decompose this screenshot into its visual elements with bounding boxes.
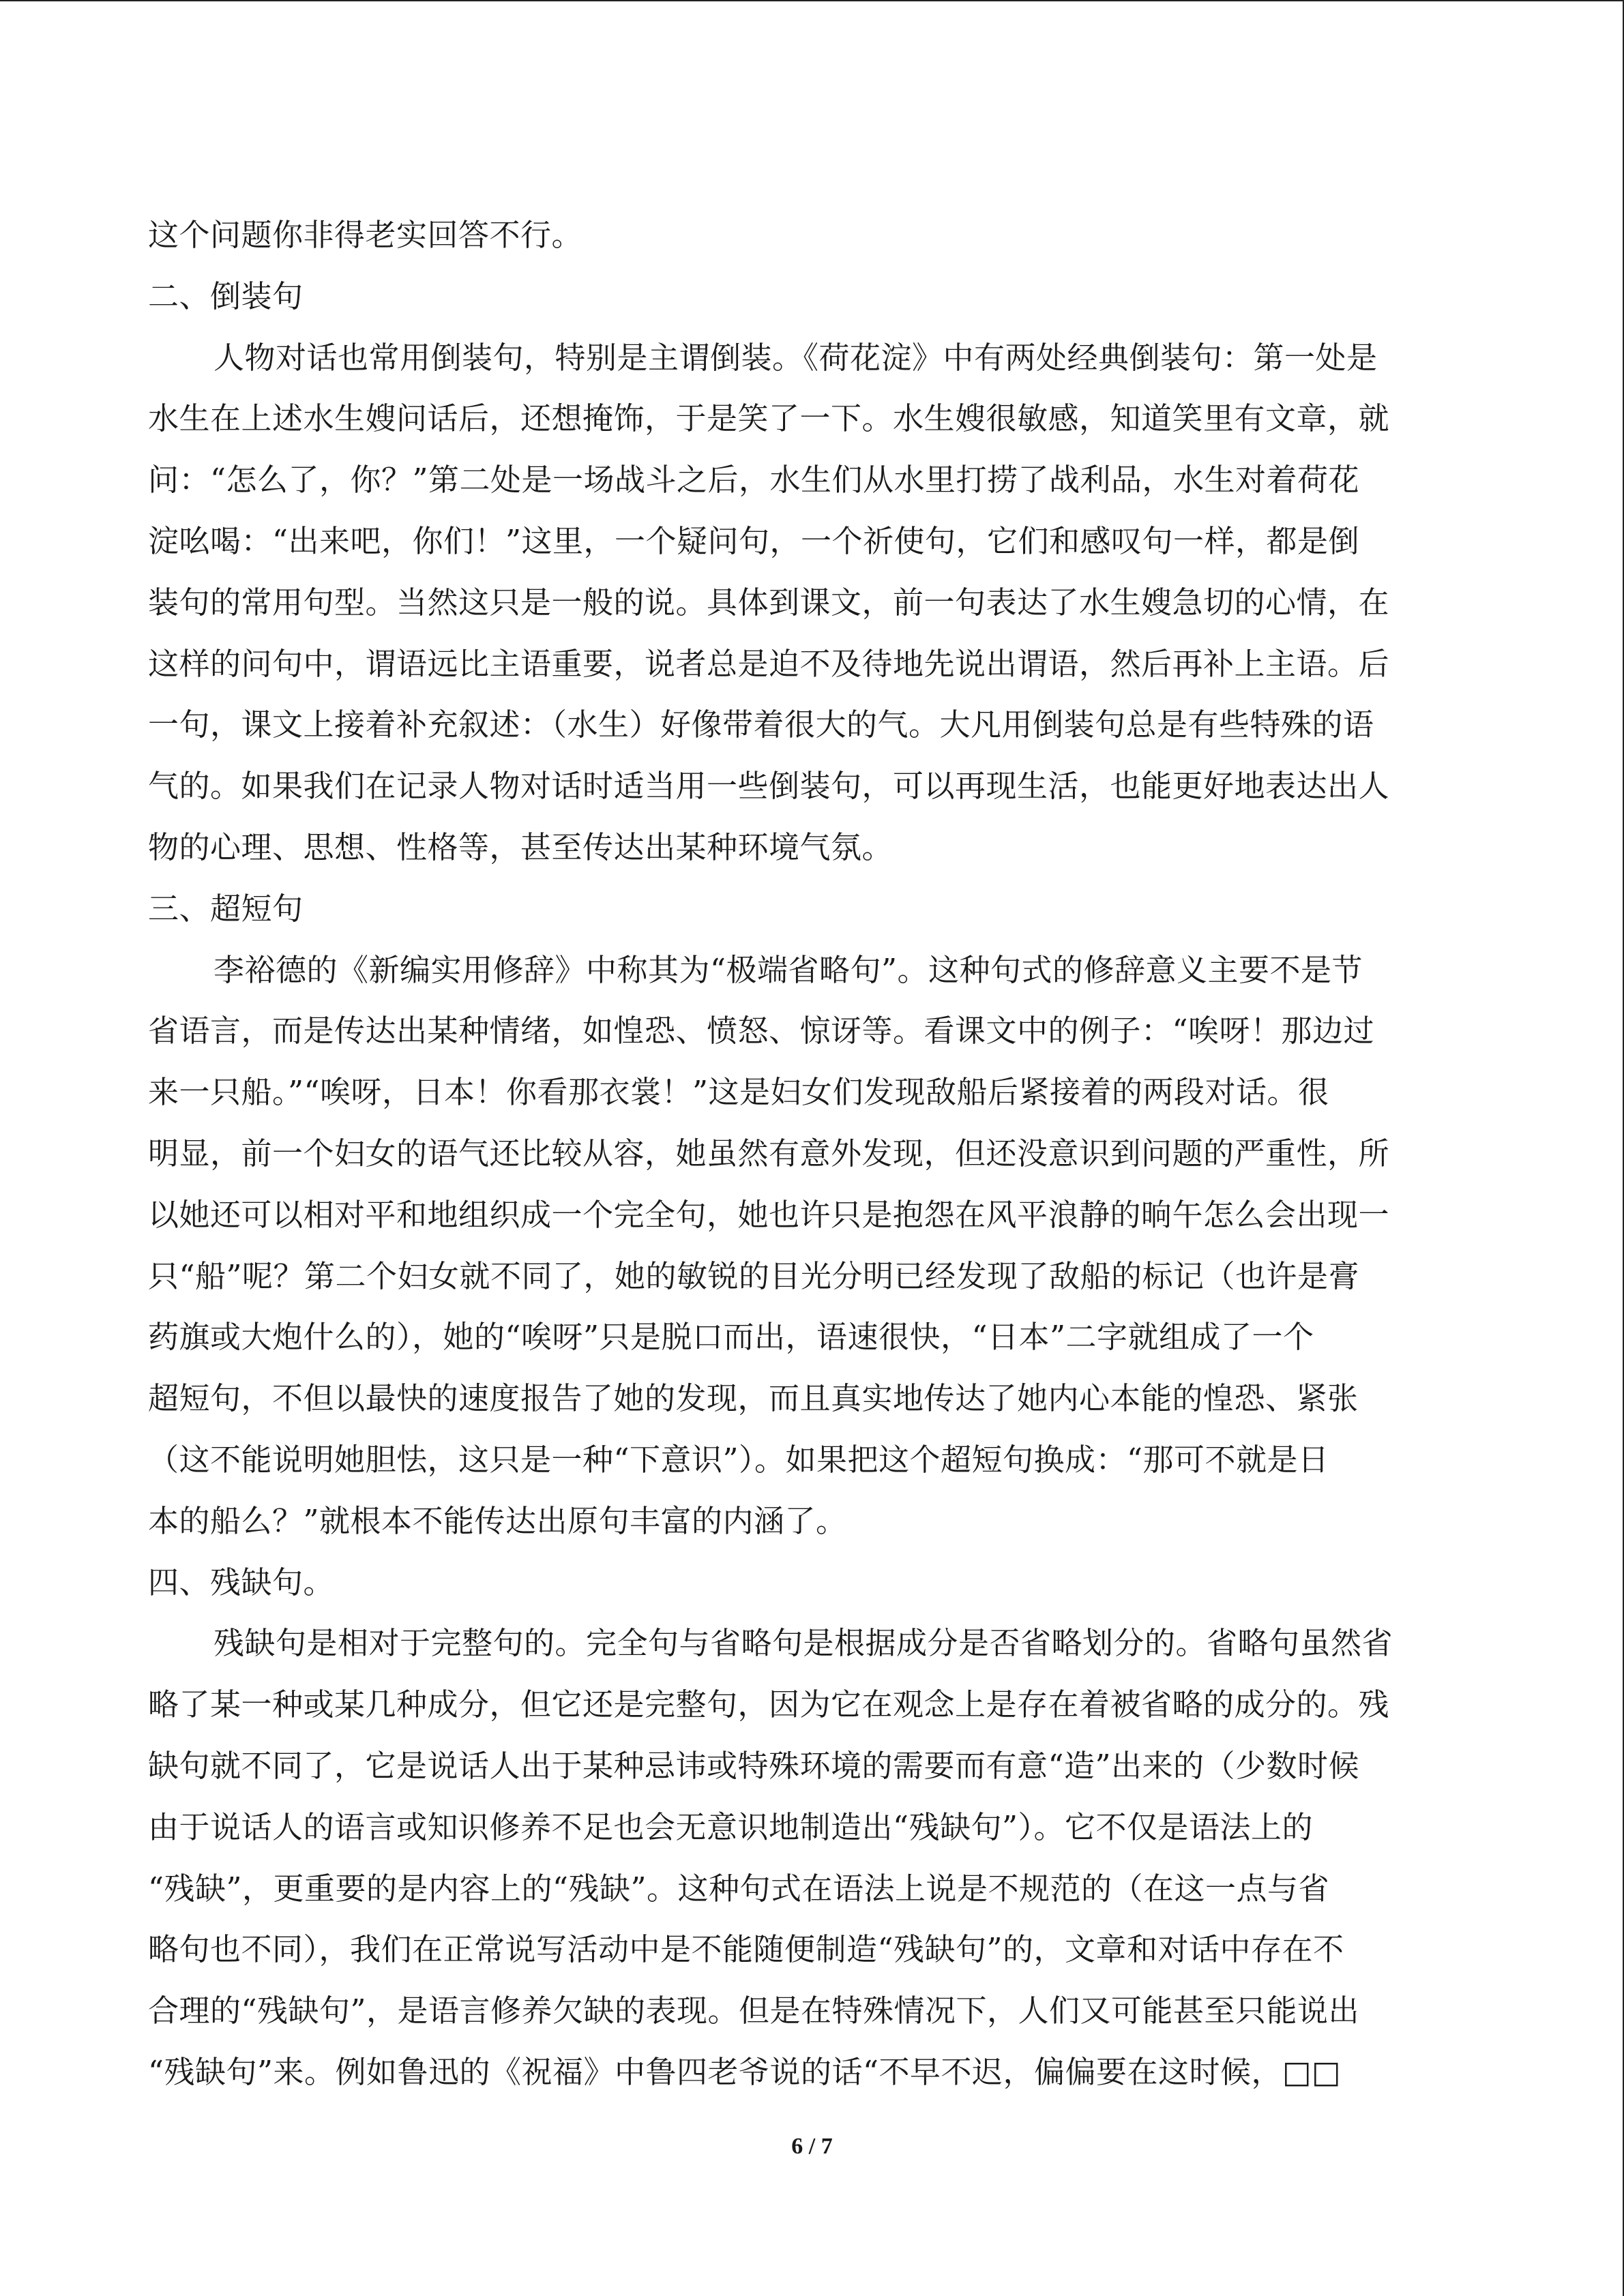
text-line-6: 淀吆喝：“出来吧，你们！”这里，一个疑问句，一个祈使句，它们和感叹句一样，都是倒 [148, 522, 1360, 559]
text-line-19: 药旗或大炮什么的），她的“唉呀”只是脱口而出，语速很快，“日本”二字就组成了一个 [148, 1319, 1314, 1356]
text-line-1: 这个问题你非得老实回答不行。 [148, 217, 583, 253]
document-body [148, 205, 1458, 2103]
text-line-31: “残缺句”来。例如鲁迅的《祝福》中鲁四老爷说的话“不早不迟，偏偏要在这时候，□□ [148, 2053, 1342, 2090]
text-line-3: 人物对话也常用倒装句，特别是主谓倒装。《荷花淀》中有两处经典倒装句：第一处是 [213, 339, 1378, 376]
text-line-25: 略了某一种或某几种成分，但它还是完整句，因为它在观念上是存在着被省略的成分的。残 [148, 1686, 1390, 1723]
text-line-24: 残缺句是相对于完整句的。完全句与省略句是根据成分是否省略划分的。省略句虽然省 [213, 1625, 1393, 1662]
section-heading-inversion: 二、倒装句 [148, 278, 304, 314]
text-line-30: 合理的“残缺句”，是语言修养欠缺的表现。但是在特殊情况下，人们又可能甚至只能说出 [148, 1993, 1360, 2029]
text-line-14: 省语言，而是传达出某种情绪，如惶恐、愤怒、惊讶等。看课文中的例子：“唉呀！那边过 [148, 1013, 1375, 1049]
text-line-8: 这样的问句中，谓语远比主语重要，说者总是迫不及待地先说出谓语，然后再补上主语。后 [148, 645, 1390, 682]
text-line-17: 以她还可以相对平和地组织成一个完全句，她也许只是抱怨在风平浪静的晌午怎么会出现一 [148, 1196, 1390, 1233]
text-line-9: 一句，课文上接着补充叙述：（水生）好像带着很大的气。大凡用倒装句总是有些特殊的语 [148, 706, 1374, 743]
text-line-10: 气的。如果我们在记录人物对话时适当用一些倒装句，可以再现生活，也能更好地表达出人 [148, 768, 1390, 805]
section-heading-incomplete-sentence: 四、残缺句。 [148, 1564, 335, 1600]
text-line-26: 缺句就不同了，它是说话人出于某种忌讳或特殊环境的需要而有意“造”出来的（少数时候 [148, 1747, 1360, 1784]
text-line-27: 由于说话人的语言或知识修养不足也会无意识地制造出“残缺句”）。它不仅是语法上的 [148, 1808, 1314, 1845]
text-line-18: 只“船”呢？第二个妇女就不同了，她的敏锐的目光分明已经发现了敌船的标记（也许是膏 [148, 1257, 1360, 1294]
text-line-16: 明显，前一个妇女的语气还比较从容，她虽然有意外发现，但还没意识到问题的严重性，所 [148, 1135, 1390, 1172]
text-line-15: 来一只船。”“唉呀，日本！你看那衣裳！”这是妇女们发现敌船后紧接着的两段对话。很 [148, 1074, 1329, 1111]
section-heading-short-sentence: 三、超短句 [148, 890, 304, 927]
text-line-4: 水生在上述水生嫂问话后，还想掩饰，于是笑了一下。水生嫂很敏感，知道笑里有文章，就 [148, 400, 1390, 437]
text-line-11: 物的心理、思想、性格等，甚至传达出某种环境气氛。 [148, 829, 894, 865]
text-line-5: 问：“怎么了，你？”第二处是一场战斗之后，水生们从水里打捞了战利品，水生对着荷花 [148, 462, 1360, 498]
text-line-7: 装句的常用句型。当然这只是一般的说。具体到课文，前一句表达了水生嫂急切的心情，在 [148, 584, 1390, 621]
text-line-29: 略句也不同），我们在正常说写活动中是不能随便制造“残缺句”的，文章和对话中存在不 [148, 1931, 1344, 1968]
text-line-21: （这不能说明她胆怯，这只是一种“下意识”）。如果把这个超短句换成：“那可不就是日 [148, 1441, 1329, 1478]
page-number: 6 / 7 [791, 2134, 833, 2159]
text-line-20: 超短句，不但以最快的速度报告了她的发现，而且真实地传达了她内心本能的惶恐、紧张 [148, 1380, 1359, 1417]
text-line-28: “残缺”，更重要的是内容上的“残缺”。这种句式在语法上说是不规范的（在这一点与省 [148, 1870, 1330, 1907]
text-line-13: 李裕德的《新编实用修辞》中称其为“极端省略句”。这种句式的修辞意义主要不是节 [213, 951, 1363, 988]
text-line-22: 本的船么？”就根本不能传达出原句丰富的内涵了。 [148, 1502, 847, 1539]
